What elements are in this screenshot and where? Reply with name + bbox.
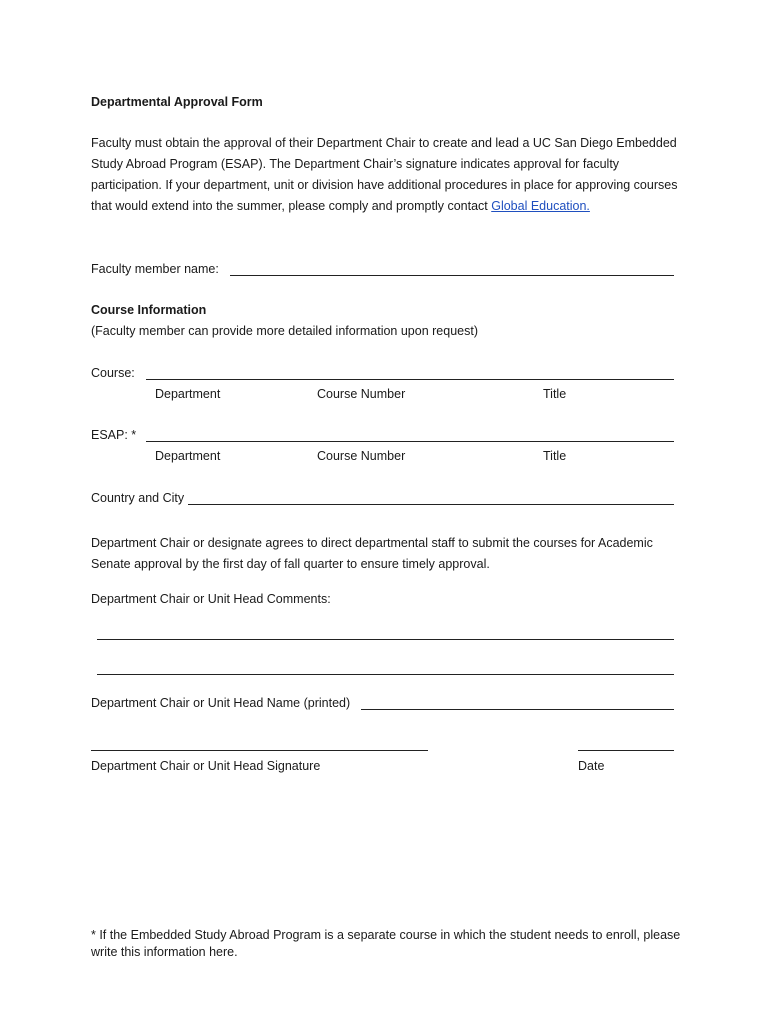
- course-field[interactable]: [146, 379, 674, 380]
- country-city-label: Country and City: [91, 491, 185, 505]
- comments-line-2[interactable]: [97, 674, 674, 675]
- esap-title-caption: Title: [543, 449, 567, 463]
- course-info-note: (Faculty member can provide more detailed information upon request): [91, 324, 478, 338]
- course-number-caption: Course Number: [317, 387, 406, 401]
- faculty-name-field[interactable]: [230, 275, 674, 276]
- footnote: * If the Embedded Study Abroad Program is a separate course in which the student needs to enroll, please write this information here.: [91, 928, 681, 959]
- intro-text: Faculty must obtain the approval of their Department Chair to create and lead a UC San Diego Embedded Study Abroad Program (ESAP). The Department Chair’s signature indicates approval for faculty participation. If your department, unit or division have additional procedures in place for approving courses that would extend into the summer, please comply and promptly contact: [91, 136, 678, 213]
- esap-number-caption: Course Number: [317, 449, 406, 463]
- course-info-heading: Course Information: [91, 303, 207, 317]
- esap-field[interactable]: [146, 441, 674, 442]
- comments-line-1[interactable]: [97, 639, 674, 640]
- esap-label: ESAP: *: [91, 428, 137, 442]
- course-label: Course:: [91, 366, 135, 380]
- signature-field[interactable]: [91, 750, 428, 751]
- comments-label: Department Chair or Unit Head Comments:: [91, 592, 331, 606]
- date-field[interactable]: [578, 750, 674, 751]
- global-education-link[interactable]: Global Education.: [491, 199, 590, 213]
- form-title: Departmental Approval Form: [91, 95, 263, 109]
- agreement-text: Department Chair or designate agrees to direct departmental staff to submit the courses for Academic Senate approval by the first day of fall quarter to ensure timely approval.: [91, 536, 653, 571]
- date-label: Date: [578, 759, 605, 773]
- intro-paragraph: [91, 133, 681, 217]
- name-printed-field[interactable]: [361, 709, 674, 710]
- name-printed-label: Department Chair or Unit Head Name (printed): [91, 696, 351, 710]
- faculty-name-label: Faculty member name:: [91, 262, 219, 276]
- course-title-caption: Title: [543, 387, 567, 401]
- country-city-field[interactable]: [188, 504, 674, 505]
- signature-label: Department Chair or Unit Head Signature: [91, 759, 321, 773]
- course-department-caption: Department: [155, 387, 221, 401]
- esap-department-caption: Department: [155, 449, 221, 463]
